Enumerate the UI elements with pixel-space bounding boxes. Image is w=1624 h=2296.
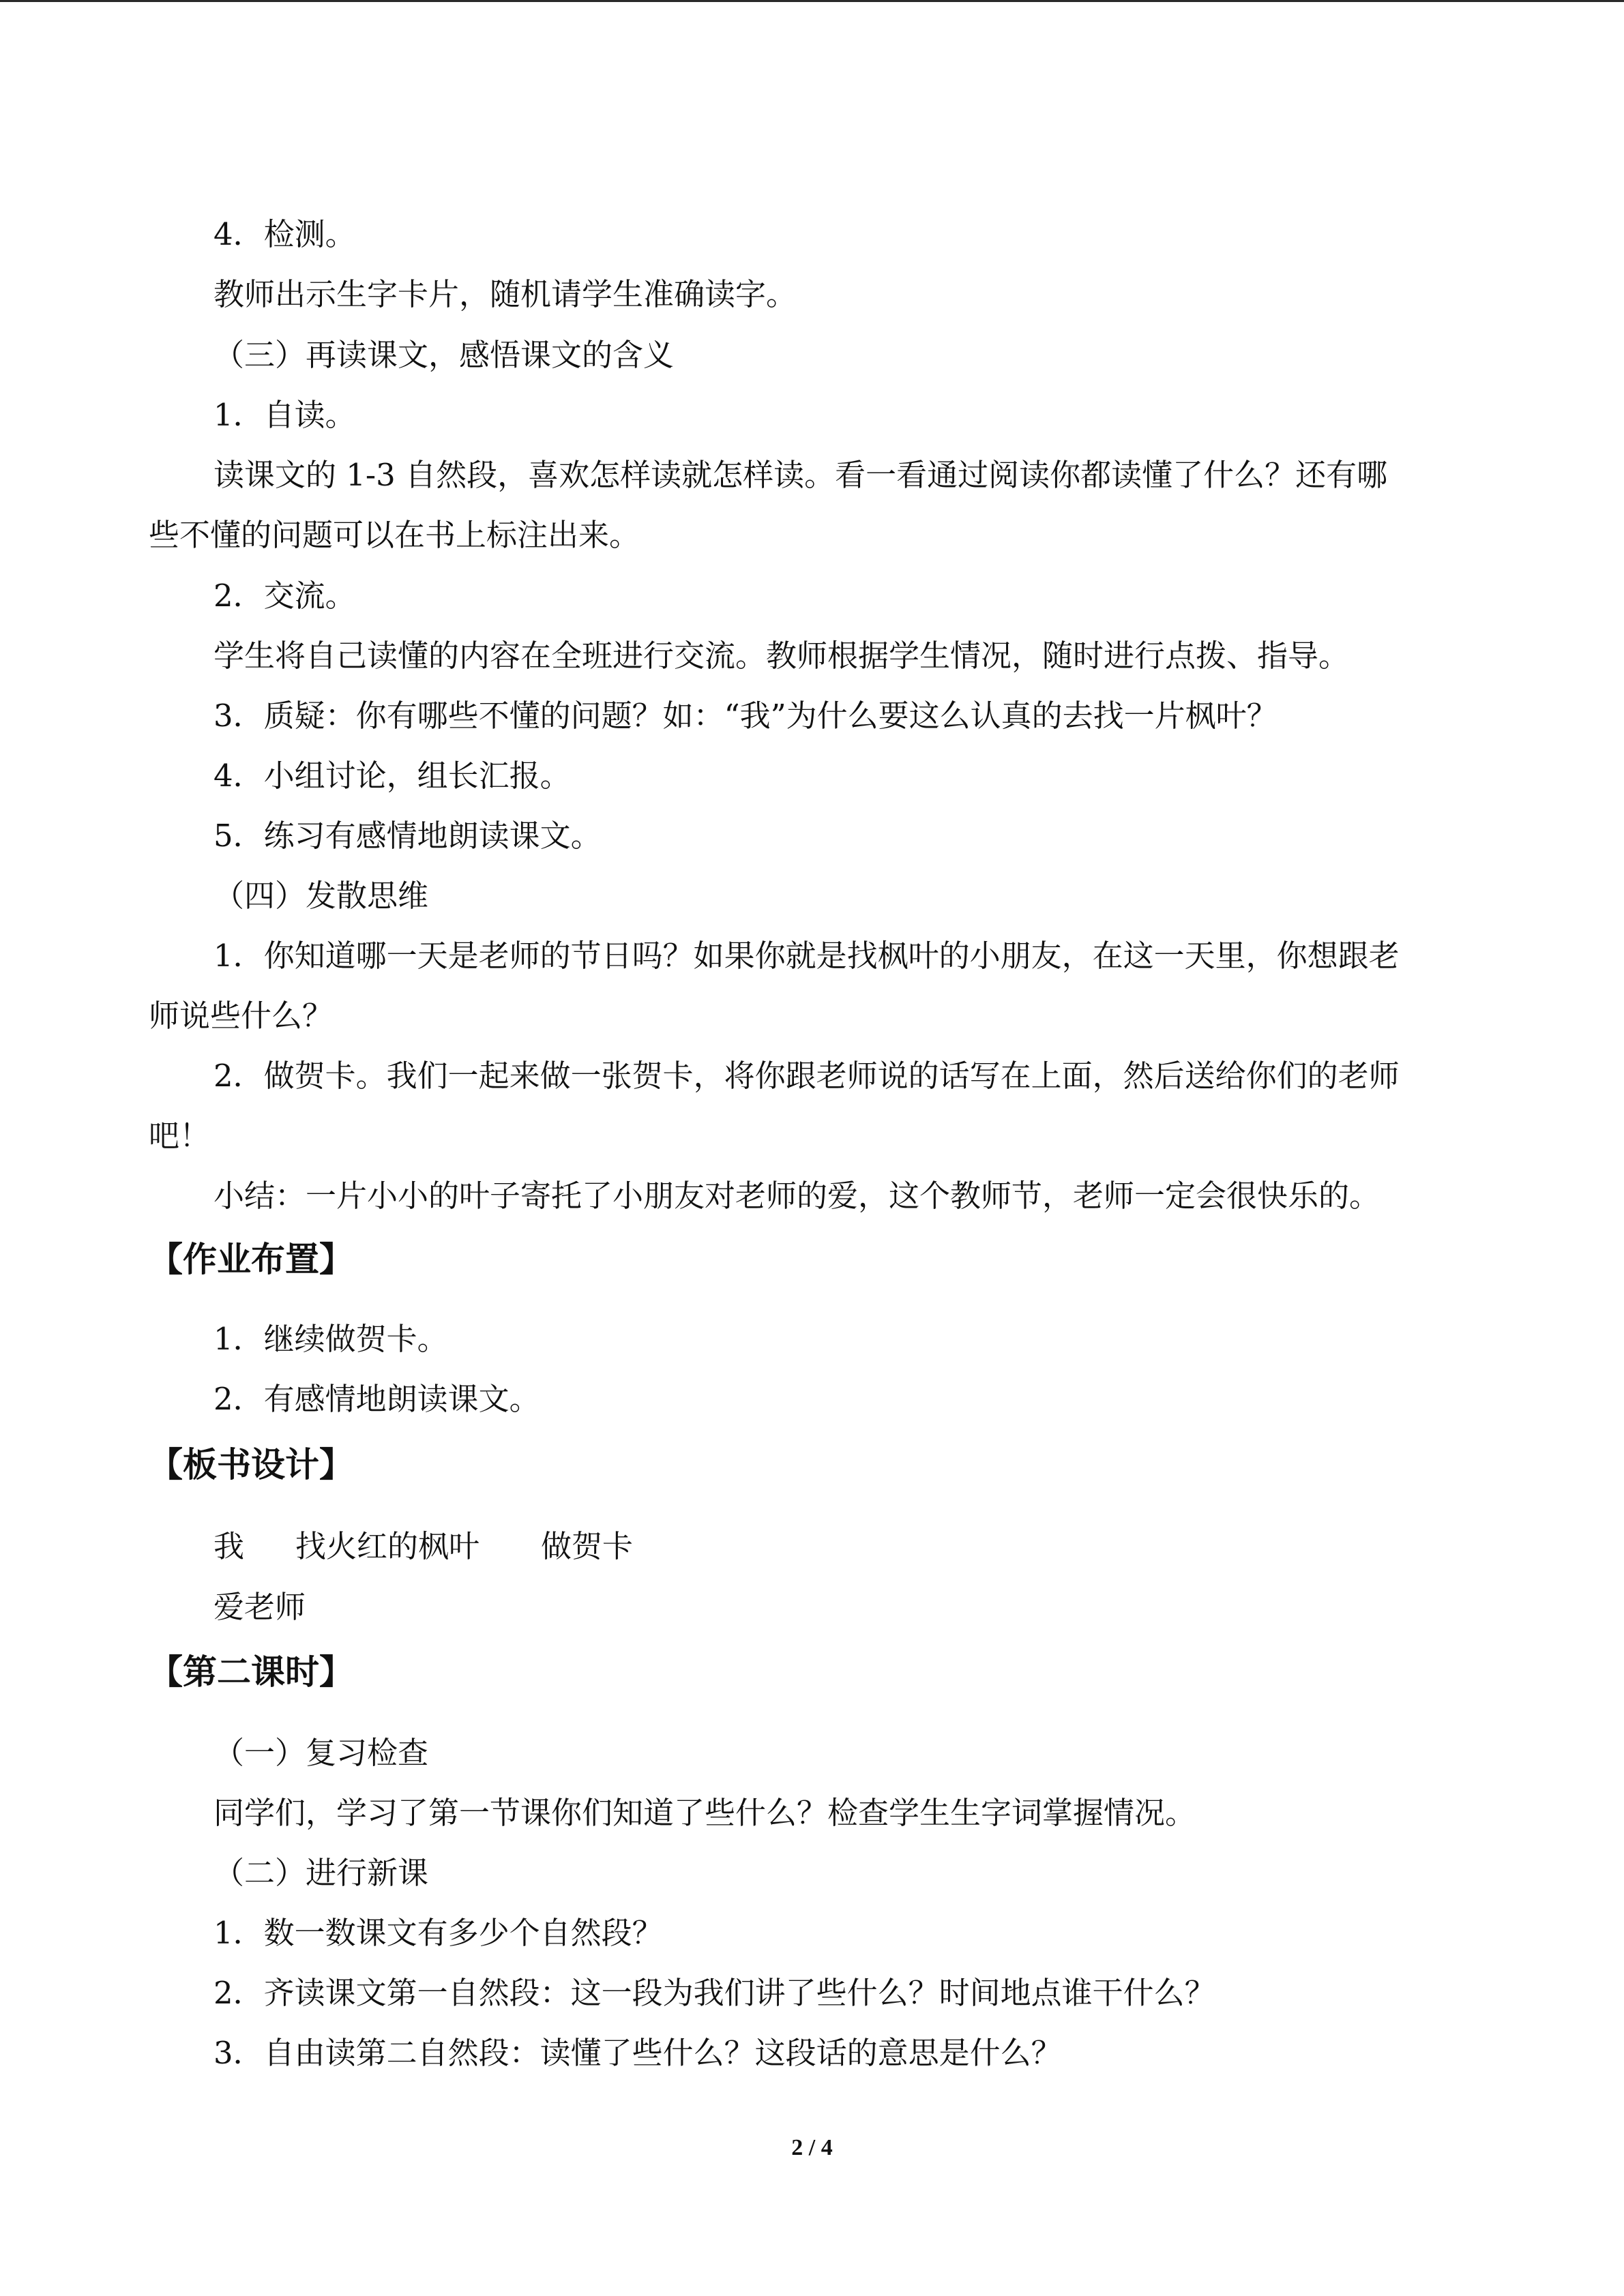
page-number: 2 / 4	[791, 2135, 833, 2160]
homework-item: 2．有感情地朗读课文。	[213, 1381, 540, 1417]
paragraph: 教师出示生字卡片，随机请学生准确读字。	[213, 276, 797, 312]
step-self-read: 1．自读。	[213, 397, 356, 433]
section-subheading: （一）复习检查	[213, 1735, 429, 1771]
section-subheading: （二）进行新课	[213, 1855, 429, 1891]
paragraph: 2．做贺卡。我们一起来做一张贺卡，将你跟老师说的话写在上面，然后送给你们的老师	[213, 1058, 1400, 1094]
heading-second-lesson: 【第二课时】	[149, 1652, 353, 1692]
step-check: 4．检测。	[213, 216, 356, 252]
step: 3．自由读第二自然段：读懂了些什么？这段话的意思是什么？	[213, 2035, 1062, 2071]
step: 2．齐读课文第一自然段：这一段为我们讲了些什么？时间地点谁干什么？	[213, 1975, 1215, 2011]
step-exchange: 2．交流。	[213, 578, 356, 614]
board-cell: 找火红的枫叶	[295, 1528, 480, 1564]
section-subheading: （三）再读课文，感悟课文的含义	[213, 337, 675, 373]
paragraph: 同学们，学习了第一节课你们知道了些什么？检查学生生字词掌握情况。	[213, 1795, 1196, 1831]
summary: 小结：一片小小的叶子寄托了小朋友对老师的爱，这个教师节，老师一定会很快乐的。	[213, 1178, 1381, 1214]
step-group-discussion: 4．小组讨论，组长汇报。	[213, 758, 571, 794]
paragraph-continuation: 吧！	[149, 1118, 211, 1154]
paragraph-continuation: 师说些什么？	[149, 998, 334, 1034]
homework-item: 1．继续做贺卡。	[213, 1321, 448, 1357]
section-subheading: （四）发散思维	[213, 878, 429, 914]
heading-board-design: 【板书设计】	[149, 1445, 353, 1485]
heading-homework: 【作业布置】	[149, 1240, 353, 1279]
board-cell: 爱老师	[213, 1589, 306, 1625]
paragraph: 1．你知道哪一天是老师的节日吗？如果你就是找枫叶的小朋友，在这一天里，你想跟老	[213, 938, 1400, 974]
step-question: 3．质疑：你有哪些不懂的问题？如：“我”为什么要这么认真的去找一片枫叶？	[213, 698, 1278, 734]
board-cell: 我	[213, 1528, 245, 1564]
paragraph: 学生将自己读懂的内容在全班进行交流。教师根据学生情况，随时进行点拨、指导。	[213, 638, 1350, 674]
step: 1．数一数课文有多少个自然段？	[213, 1915, 663, 1951]
paragraph-continuation: 些不懂的问题可以在书上标注出来。	[149, 517, 640, 553]
paragraph: 读课文的 1-3 自然段，喜欢怎样读就怎样读。看一看通过阅读你都读懂了什么？还有哪	[213, 457, 1388, 493]
board-cell: 做贺卡	[541, 1528, 634, 1564]
top-rule	[0, 0, 1624, 2]
step-read-aloud: 5．练习有感情地朗读课文。	[213, 818, 602, 854]
